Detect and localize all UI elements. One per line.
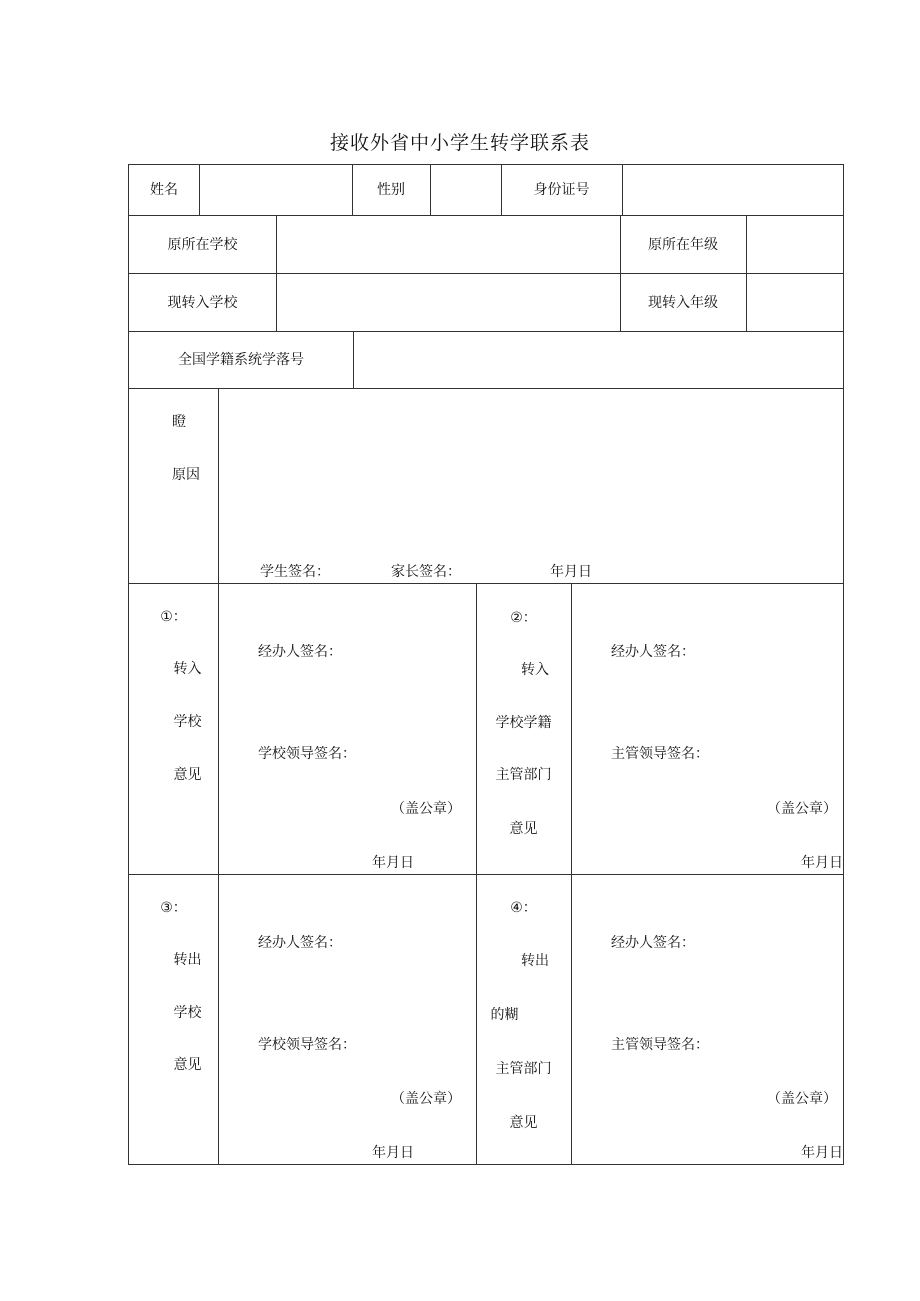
student-signature-label: 学生签名： (260, 564, 330, 580)
col-divider (620, 215, 621, 331)
section4-number: ④： (510, 900, 537, 916)
student-number-label: 全国学籍系统学落号 (178, 352, 304, 368)
section1-handler-signature: 经办人签名： (258, 644, 342, 660)
section1-title-line: 转入 (173, 661, 202, 677)
row-divider (129, 874, 843, 875)
page-title: 接收外省中小学生转学联系表 (329, 132, 590, 154)
original-grade-label: 原所在年级 (648, 237, 718, 253)
row-divider (129, 388, 843, 389)
section1-title-line: 意见 (173, 767, 202, 783)
col-divider (746, 215, 747, 331)
section1-date: 年月日 (372, 855, 414, 871)
section3-date: 年月日 (372, 1145, 414, 1161)
section3-seal: （盖公章） (391, 1091, 461, 1107)
gender-label: 性别 (377, 182, 405, 198)
transfer-form-table (128, 164, 844, 1165)
section1-number: ①： (160, 609, 187, 625)
section4-title-line: 意见 (509, 1115, 538, 1131)
reason-label-line2: 原因 (172, 467, 200, 483)
reason-label-line1: 瞪 (172, 414, 186, 430)
section2-number: ②： (510, 610, 537, 626)
original-school-label: 原所在学校 (167, 237, 238, 253)
col-divider (199, 165, 200, 215)
section3-number: ③： (160, 900, 187, 916)
section4-title-line: 主管部门 (495, 1061, 552, 1077)
row-divider (129, 273, 843, 274)
col-divider (276, 215, 277, 331)
section4-leader-signature: 主管领导签名： (611, 1037, 709, 1053)
new-grade-label: 现转入年级 (648, 295, 718, 311)
section1-seal: （盖公章） (391, 801, 461, 817)
name-label: 姓名 (150, 182, 178, 198)
section1-title-line: 学校 (173, 714, 202, 730)
col-divider (430, 165, 431, 215)
section3-title-line: 转出 (173, 952, 202, 968)
row-divider (129, 331, 843, 332)
reason-date-label: 年月日 (550, 564, 592, 580)
section3-handler-signature: 经办人签名： (258, 935, 342, 951)
section3-title-line: 学校 (173, 1005, 202, 1021)
section2-leader-signature: 主管领导签名： (611, 746, 709, 762)
section2-title-line: 学校学籍 (495, 715, 552, 731)
section3-leader-signature: 学校领导签名： (258, 1037, 356, 1053)
section2-date: 年月日 (801, 855, 843, 871)
row-divider (129, 215, 843, 216)
section4-seal: （盖公章） (767, 1091, 837, 1107)
section4-title-line: 的糊 (490, 1007, 519, 1023)
section2-title-line: 意见 (509, 821, 538, 837)
section4-date: 年月日 (801, 1145, 843, 1161)
id-number-label: 身份证号 (533, 182, 590, 198)
section2-seal: （盖公章） (767, 801, 837, 817)
section2-title-line: 转入 (521, 662, 549, 678)
section2-handler-signature: 经办人签名： (611, 644, 695, 660)
new-school-label: 现转入学校 (167, 295, 238, 311)
col-divider (622, 165, 623, 215)
section1-leader-signature: 学校领导签名： (258, 746, 356, 762)
row-divider (129, 583, 843, 584)
section3-title-line: 意见 (173, 1057, 202, 1073)
section2-title-line: 主管部门 (495, 767, 552, 783)
section4-title-line: 转出 (521, 953, 549, 969)
section4-handler-signature: 经办人签名： (611, 935, 695, 951)
col-divider (353, 331, 354, 388)
parent-signature-label: 家长签名： (391, 564, 461, 580)
